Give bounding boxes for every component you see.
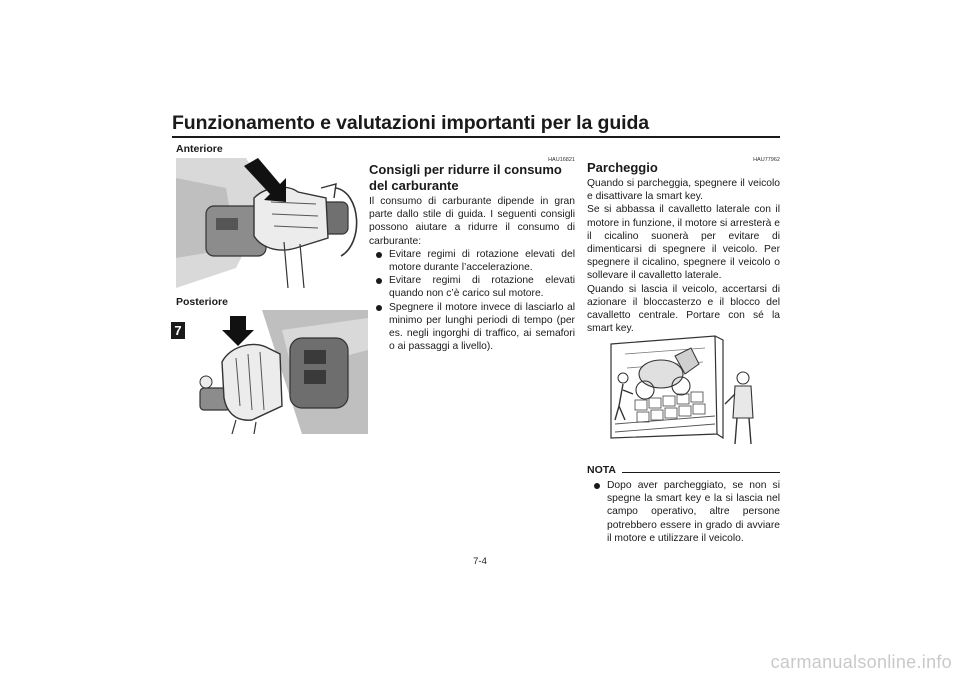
figure-rear-brake: [192, 310, 368, 434]
fuel-tip-item: Evitare regimi di rotazione elevati quando non c’è carico sul motore.: [373, 274, 575, 300]
figure-parking-illustration: [605, 334, 761, 446]
nota-rule: [622, 472, 780, 473]
nota-label: NOTA: [587, 464, 616, 476]
heading-parking: Parcheggio: [587, 160, 658, 175]
chapter-tab: 7: [171, 322, 185, 339]
watermark-text: carmanualsonline.info: [770, 652, 952, 672]
section-code-fuel: HAU16821: [548, 157, 575, 163]
figure-front-label: Anteriore: [176, 143, 223, 155]
parking-paragraph: Quando si lascia il veicolo, accertarsi di azionare il bloccasterzo e il blocco del cavalletto centrale. Portare con sé la smart key.: [587, 283, 780, 335]
heading-fuel-consumption: Consigli per ridurre il consumo del carburante: [369, 162, 562, 193]
parking-text-block: [587, 177, 780, 335]
nota-item: Dopo aver parcheggiato, se non si spegne la smart key e la si lascia nel campo operativo, altre persone potrebbero essere in grado di avviare il motore e utilizzare il veicolo.: [591, 479, 780, 545]
section-code-parking: HAU77962: [753, 157, 780, 163]
page-title: Funzionamento e valutazioni importanti per la guida: [172, 112, 650, 134]
figure-front-throttle: [176, 158, 368, 288]
fuel-tip-item: Spegnere il motore invece di lasciarlo al minimo per lunghi periodi di tempo (per es. negli ingorghi di traffico, ai semafori o ai passaggi a livello).: [373, 301, 575, 354]
fuel-tip-item: Evitare regimi di rotazione elevati del motore durante l’accelerazione.: [373, 248, 575, 274]
nota-block: [591, 479, 780, 545]
figure-rear-label: Posteriore: [176, 296, 228, 308]
title-rule: [172, 136, 780, 138]
fuel-intro-paragraph: Il consumo di carburante dipende in gran parte dallo stile di guida. I seguenti consigli possono aiutare a ridurre il consumo di carburante:: [369, 196, 575, 247]
parking-paragraph: Quando si parcheggia, spegnere il veicolo e disattivare la smart key.: [587, 178, 780, 203]
fuel-tips-block: [369, 195, 575, 353]
page-number: 7-4: [473, 556, 487, 567]
parking-paragraph: Se si abbassa il cavalletto laterale con il motore in funzione, il motore si arresterà e il cicalino suonerà per evitare di dimenticarsi di spegnere il veicolo. Per spegnere il cicalino, spegnere il veicolo o sollevare il cavalletto laterale.: [587, 204, 780, 282]
